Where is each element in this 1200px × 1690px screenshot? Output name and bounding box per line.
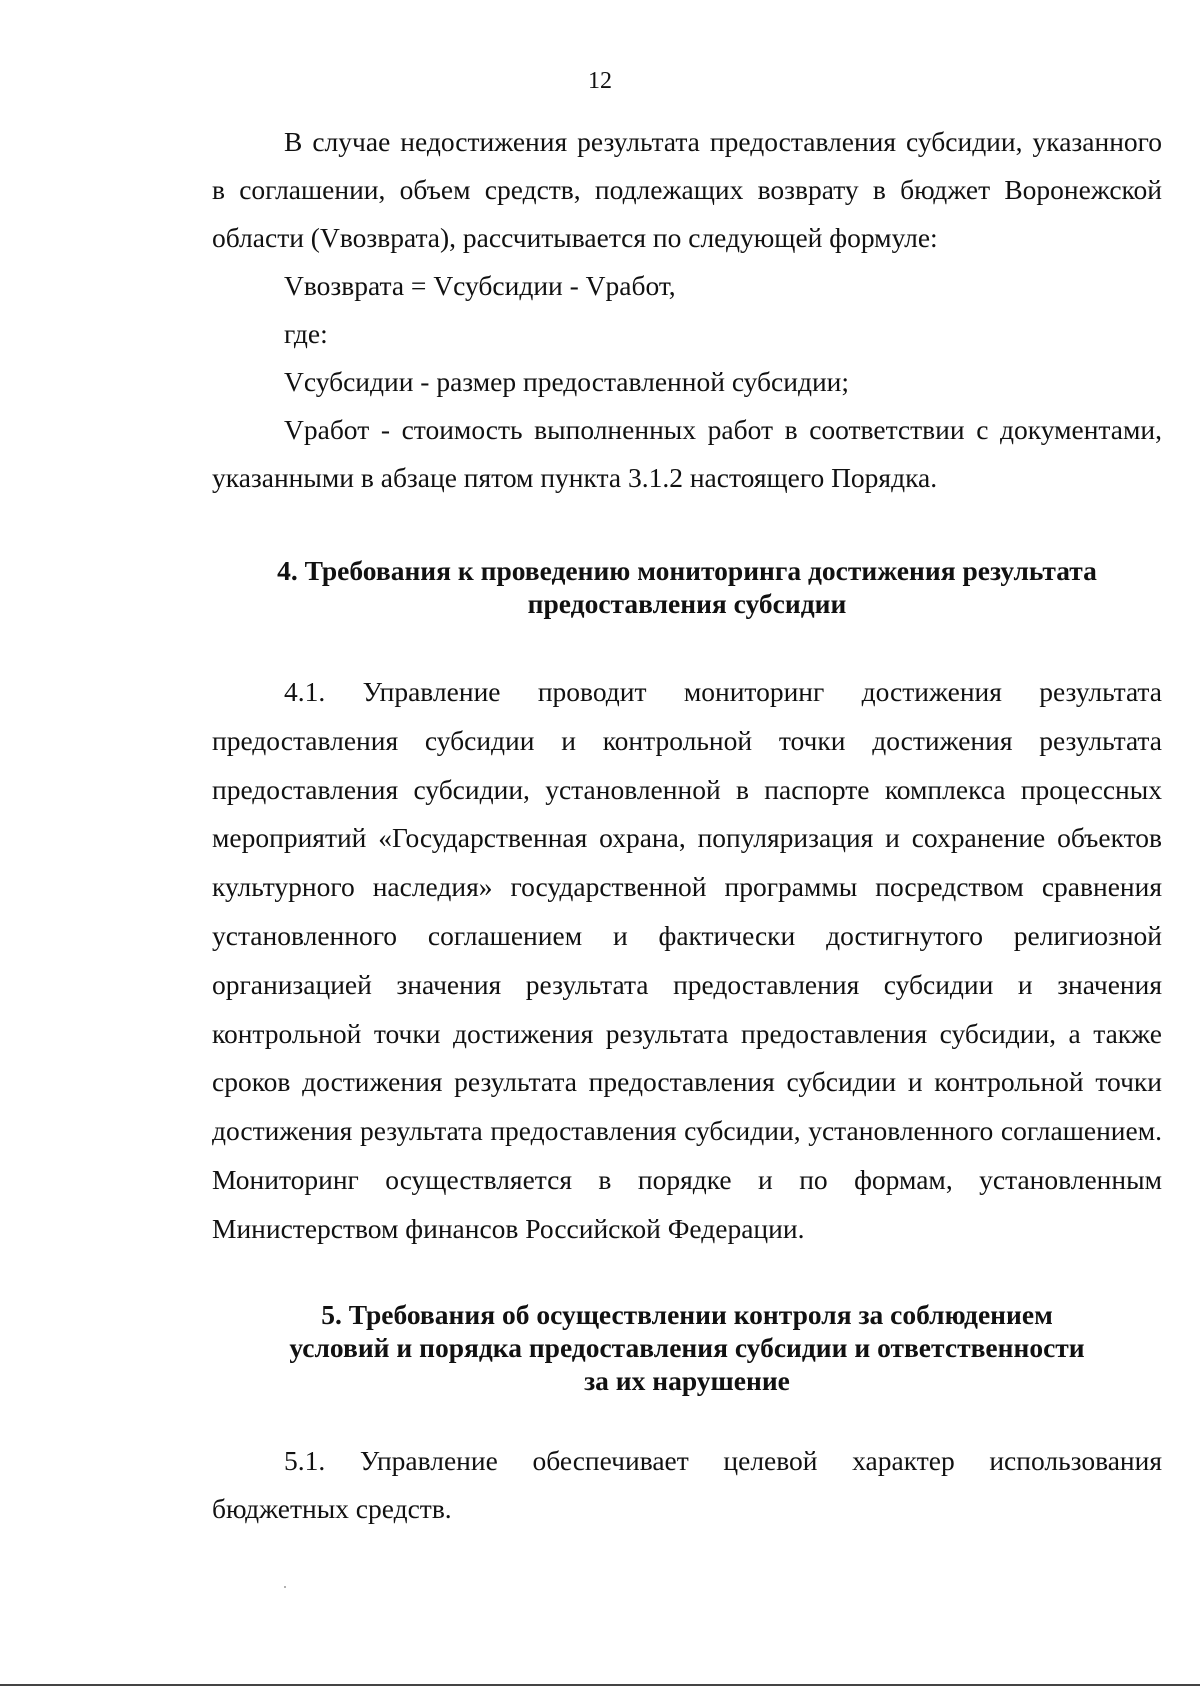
where-line: где:: [284, 318, 328, 349]
paragraph-5-1: 5.1. Управление обеспечивает целевой характер использования бюджетных средств.: [212, 1444, 1162, 1524]
definition-subsidy: Vсубсидии - размер предоставленной субсидии;: [284, 366, 850, 397]
intro-paragraph: В случае недостижения результата предоставления субсидии, указанного в соглашении, объем средств, подлежащих возврату в бюджет Воронежской области (Vвозврата), рассчитывается по следующей формуле:: [212, 126, 1162, 253]
paragraph-4-1: 4.1. Управление проводит мониторинг достижения результата предоставления субсидии и контрольной точки достижения результата предоставления субсидии, установленной в паспорте комплекса процессных мероприятий «Государственная охрана, популяризация и сохранение объектов культурного наследия» государственной программы посредством сравнения установленного соглашением и фактически достигнутого религиозной организацией значения результата предоставления субсидии и значения контрольной точки достижения результата предоставления субсидии, а также сроков достижения результата предоставления субсидии и контрольной точки достижения результата предоставления субсидии, установленного соглашением. Мониторинг осуществляется в порядке и по формам, установленным Министерством финансов Российской Федерации.: [212, 676, 1162, 1244]
formula-line: Vвозврата = Vсубсидии - Vработ,: [284, 270, 676, 301]
section-5-heading-line3: за их нарушение: [584, 1364, 790, 1396]
section-4-heading-line1: 4. Требования к проведению мониторинга достижения результата: [277, 555, 1097, 586]
scan-bottom-edge: [0, 1684, 1200, 1686]
document-body: [212, 118, 1162, 1533]
section-5-heading-line2: условий и порядка предоставления субсидии и ответственности: [289, 1331, 1085, 1363]
definition-works: Vработ - стоимость выполненных работ в соответствии с документами, указанными в абзаце пятом пункта 3.1.2 настоящего Порядка.: [212, 414, 1162, 493]
section-4-heading-line2: предоставления субсидии: [527, 588, 847, 619]
page-number: 12: [588, 68, 612, 94]
section-5-heading-line1: 5. Требования об осуществлении контроля за соблюдением: [321, 1298, 1053, 1330]
section-4-heading: [212, 554, 1162, 620]
scan-speck: [284, 1586, 286, 1588]
section-5-heading: [212, 1298, 1162, 1397]
